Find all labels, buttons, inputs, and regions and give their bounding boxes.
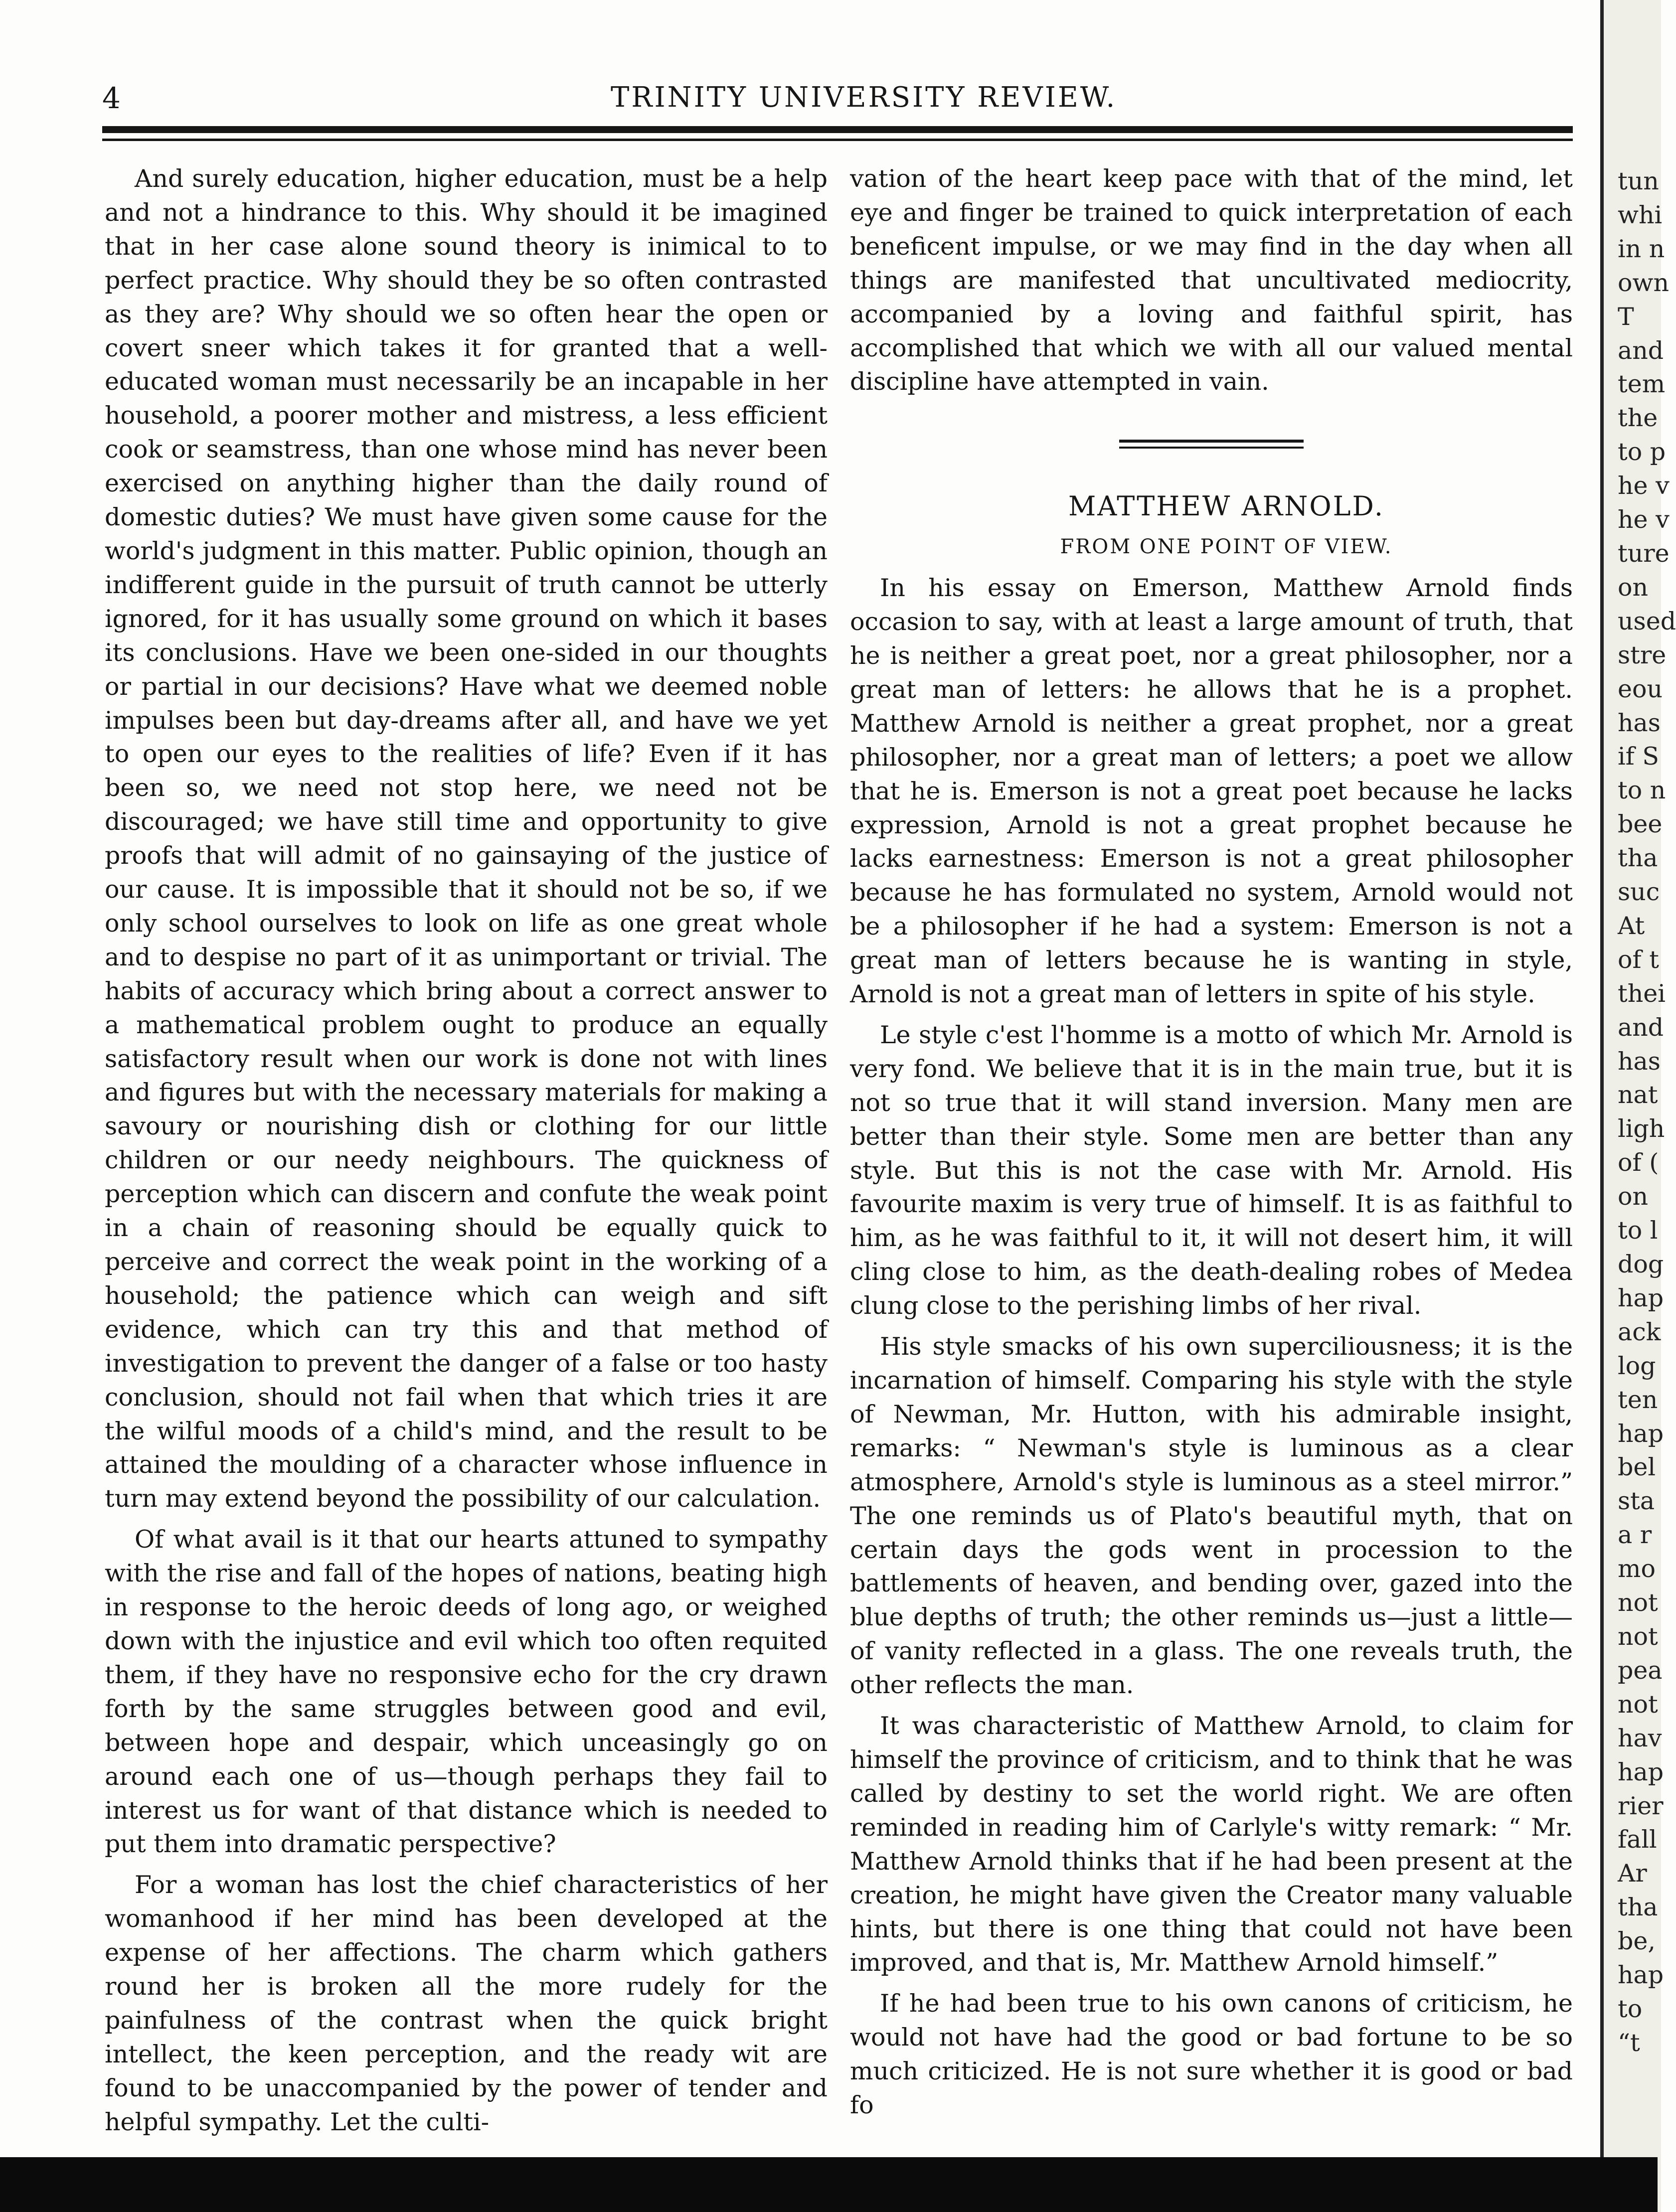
right-column xyxy=(850,162,1573,2129)
article-paragraph: In his essay on Emerson, Matthew Arnold finds occasion to say, with at least a large amount of truth, that he is neither a great poet, nor a great philosopher, nor a great man of letters: he allows that he is a prophet. Matthew Arnold is neither a great prophet, nor a great philosopher, nor a great man of letters; a poet we allow that he is. Emerson is not a great poet because he lacks expression, Arnold is not a great prophet because he lacks earnestness: Emerson is not a great philosopher because he has formulated no system, Arnold would not be a philosopher if he had a system: Emerson is not a great man of letters because he is wanting in style, Arnold is not a great man of letters in spite of his style. xyxy=(850,574,1573,1009)
next-page-edge xyxy=(1600,0,1676,2212)
left-column xyxy=(105,162,828,2139)
section-divider xyxy=(1119,440,1304,449)
page-number: 4 xyxy=(102,81,121,115)
left-paragraph: For a woman has lost the chief characteristics of her womanhood if her mind has been developed at the expense of her affections. The charm which gathers round her is broken all the more rudely for the painfulness of the contrast when the quick bright intellect, the keen perception, and the ready wit are found to be unaccompanied by the power of tender and helpful sympathy. Let the culti- xyxy=(105,1871,828,2136)
article-subtitle: FROM ONE POINT OF VIEW. xyxy=(1060,535,1393,559)
scan-bottom-band xyxy=(0,2157,1658,2212)
article-paragraph: If he had been true to his own canons of criticism, he would not have had the good or bad fortune to be so much criticized. He is not sure whether it is good or bad fo xyxy=(850,1989,1573,2120)
header-rule-thick xyxy=(102,126,1573,133)
next-page-text: tun whi in n own T and tem the to p he v he v ture on used stre eou has if S to n bee tha suc At of t thei and has nat ligh of ( on to l dog hap ack log ten hap bel sta a r mo not not pea not hav hap rier fall Ar tha be, hap to “t xyxy=(1618,167,1676,2057)
article-paragraph: It was characteristic of Matthew Arnold, to claim for himself the province of criticism, and to think that he was called by destiny to set the world right. We are often reminded in reading him of Carlyle's witty remark: “ Mr. Matthew Arnold thinks that if he had been present at the creation, he might have given the Creator many valuable hints, but there is one thing that could not have been improved, and that is, Mr. Matthew Arnold himself.” xyxy=(850,1712,1573,1977)
continued-paragraph: vation of the heart keep pace with that of the mind, let eye and finger be trained to quick interpretation of each beneficent impulse, or we may find in the day when all things are manifested that uncultivated mediocrity, accompanied by a loving and faithful spirit, has accomplished that which we with all our valued mental discipline have attempted in vain. xyxy=(850,164,1573,396)
left-paragraph: Of what avail is it that our hearts attuned to sympathy with the rise and fall of the hopes of nations, beating high in response to the heroic deeds of long ago, or weighed down with the injustice and evil which too often requited them, if they have no responsive echo for the cry drawn forth by the same struggles between good and evil, between hope and despair, which unceasingly go on around each one of us—though perhaps they fail to interest us for want of that distance which is needed to put them into dramatic perspective? xyxy=(105,1525,828,1859)
article-paragraph: His style smacks of his own superciliousness; it is the incarnation of himself. Comparing his style with the style of Newman, Mr. Hutton, with his admirable insight, remarks: “ Newman's style is luminous as a clear atmosphere, Arnold's style is luminous as a steel mirror.” The one reminds us of Plato's beautiful myth, that on certain days the gods went in procession to the battlements of heaven, and bending over, gazed into the blue depths of truth; the other reminds us—just a little—of vanity reflected in a glass. The one reveals truth, the other reflects the man. xyxy=(850,1332,1573,1700)
left-paragraph: And surely education, higher education, must be a help and not a hindrance to this. Why should it be imagined that in her case alone sound theory is inimical to to perfect practice. Why should they be so often contrasted as they are? Why should we so often hear the open or covert sneer which takes it for granted that a well-educated woman must necessarily be an incapable in her household, a poorer mother and mistress, a less efficient cook or seamstress, than one whose mind has never been exercised on anything higher than the daily round of domestic duties? We must have given some cause for the world's judgment in this matter. Public opinion, though an indifferent guide in the pursuit of truth cannot be utterly ignored, for it has usually some ground on which it bases its conclusions. Have we been one-sided in our thoughts or partial in our decisions? Have what we deemed noble impulses been but day-dreams after all, and have we yet to open our eyes to the realities of life? Even if it has been so, we need not stop here, we need not be discouraged; we have still time and opportunity to give proofs that will admit of no gainsaying of the justice of our cause. It is impossible that it should not be so, if we only school ourselves to look on life as one great whole and to despise no part of it as unimportant or trivial. The habits of accuracy which bring about a correct answer to a mathematical problem ought to produce an equally satisfactory result when our work is done not with lines and figures but with the necessary materials for making a savoury or nourishing dish or clothing for our little children or our needy neighbours. The quickness of perception which can discern and confute the weak point in a chain of reasoning should be equally quick to perceive and correct the weak point in the working of a household; the patience which can weigh and sift evidence, which can try this and that method of investigation to prevent the danger of a false or too hasty conclusion, should not fail when that which tries it are the wilful moods of a child's mind, and the result to be attained the moulding of a character whose influence in turn may extend beyond the possibility of our calculation. xyxy=(105,164,828,1513)
running-title: TRINITY UNIVERSITY REVIEW. xyxy=(611,81,1117,114)
header-rule-thin xyxy=(102,139,1573,141)
article-paragraph: Le style c'est l'homme is a motto of which Mr. Arnold is very fond. We believe that it is in the main true, but it is not so true that it will stand inversion. Many men are better than their style. Some men are better than any style. But this is not the case with Mr. Arnold. His favourite maxim is very true of himself. It is as faithful to him, as he was faithful to it, it will not desert him, it will cling close to him, as the death-dealing robes of Medea clung close to the perishing limbs of her rival. xyxy=(850,1020,1573,1320)
article-title: MATTHEW ARNOLD. xyxy=(1068,490,1385,522)
